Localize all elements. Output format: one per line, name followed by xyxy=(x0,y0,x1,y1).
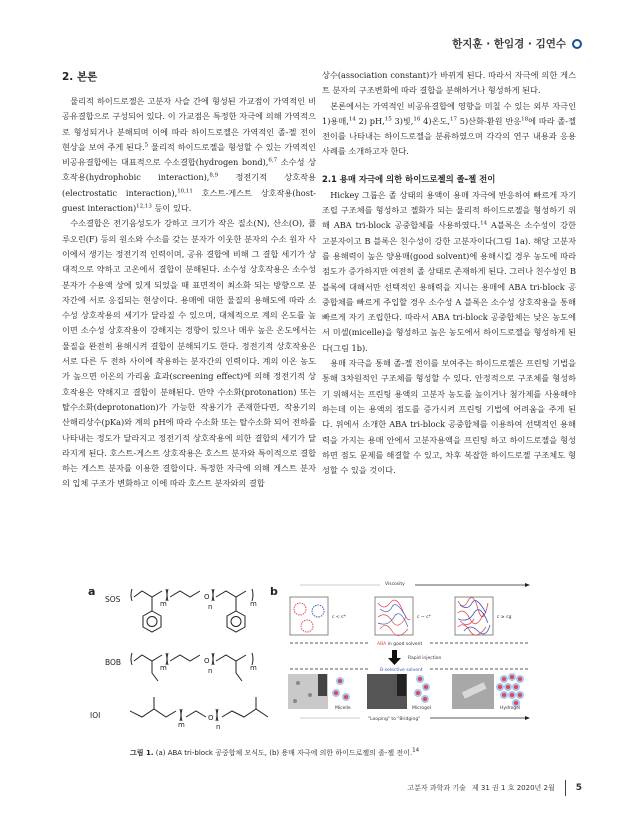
arrow-head-icon xyxy=(525,716,530,720)
hydrogel-particles xyxy=(496,673,524,707)
subscript-n: n xyxy=(208,667,213,675)
molecule-sos: SOS xyxy=(105,595,121,604)
subscript-m: m xyxy=(160,664,167,672)
left-column xyxy=(62,70,316,492)
oxygen-label: O xyxy=(204,593,210,601)
issue-info: 제 31 권 1 호 2020년 2월 xyxy=(471,784,555,792)
box-concentrated xyxy=(455,597,493,635)
chemical-structures xyxy=(130,589,270,734)
page-number: 5 xyxy=(575,783,582,793)
figure-caption xyxy=(130,748,419,758)
caption-label: 그림 1. xyxy=(130,749,154,757)
down-arrow-icon xyxy=(392,650,397,658)
caption-text: (a) ABA tri-block 공중합체 모식도, (b) 용매 자극에 의한 하이드로젤의 졸-젤 전이. xyxy=(153,749,413,757)
sos-backbone-a xyxy=(134,591,162,597)
paragraph: 용매 자극을 통해 졸-젤 전이를 보여주는 하이드로젤은 프린팅 기법을 통해 3차원적인 구조체를 형성할 수 있다. 안정적으로 구조체를 형성하기 위해서는 프린팅 용액의 고분자 농도를 높이거나 첨가제를 사용해야하는데 이는 용액의 점도를 증가시켜 프린팅 기법에 어려움을 주게 된다. 위에서 소개한 ABA tri-block 공중합체를 이용하여 선택적인 용해력을 가지는 용매 안에서 고분자용액을 프린팅 하고 하이드로젤을 형성하면 점도 문제를 해결할 수 있고, 차후 복잡한 하이드로젤 구조체도 형성할 수 있을 것이다. xyxy=(322,358,576,476)
oxygen-label: O xyxy=(204,657,210,665)
paragraph: 상수(association constant)가 바뀌게 된다. 따라서 자극에 의한 게스트 분자의 구조변화에 따라 결합을 분해하거나 형성하게 된다. xyxy=(322,70,576,96)
conc-label: c < c* xyxy=(332,615,346,620)
journal-name: 고분자 과학과 기술 xyxy=(407,784,466,792)
subscript-n: n xyxy=(216,723,221,731)
arrow-head-icon xyxy=(525,583,530,587)
subscript-m: m xyxy=(250,664,257,672)
circle-icon xyxy=(572,39,582,49)
paragraph: Hickey 그룹은 졸 상태의 용액이 용매 자극에 반응하여 빠르게 자기조립 구조체를 형성하고 젤화가 되는 물리적 하이드로젤을 형성하기 위해 ABA tri-block 공중합체를 사용하였다.$^{14}$ A블록은 소수성이 강한 고분자이고 B 블록은 친수성이 강한 고분자이다(그림 1a). 해당 고분자를 용해력이 높은 양용매(good solvent)에 용해시킬 경우 농도에 따라 점도가 증가하지만 여전히 졸 상태로 존재하게 된다. 그러나 친수성인 B블록에 대해서만 선택적인 용해력을 지니는 용매에 ABA tri-block 공중합체를 빠르게 주입할 경우 소수성 A 블록은 소수성 상호작용을 통해 빠르게 자기 조립한다. 따라서 ABA tri-block 공중합체는 낮은 농도에서 미셀(micelle)을 형성하고 높은 농도에서 하이드로젤을 형성하게 된다(그림 1b). xyxy=(322,189,577,353)
subscript-m: m xyxy=(250,600,257,608)
state-label: Microgel xyxy=(412,706,431,711)
microgel-particles xyxy=(414,675,430,703)
subscript-m: m xyxy=(160,600,167,608)
benzene-ring-icon xyxy=(227,611,245,632)
state-label: Hydrogel xyxy=(500,706,521,711)
rapid-injection-label: Rapid injection xyxy=(408,656,442,661)
panel-b-diagram xyxy=(280,583,560,733)
subscript-n: n xyxy=(208,603,213,611)
subsection-title: 2.1 용매 자극에 의한 하이드로젤의 졸-젤 전이 xyxy=(322,173,496,184)
looping-label: "Looping" to "Bridging" xyxy=(368,717,421,722)
section-title: 2. 본론 xyxy=(62,71,98,83)
paragraph: 본론에서는 가역적인 비공유결합에 영향을 미칠 수 있는 외부 자극인 1)용매,$^{14}$ 2) pH,$^{15}$ 3)빛,$^{16}$ 4)온도,$^{17}$ 5)산화-환원 반응$^{18}$에 따라 졸-젤 전이를 나타내는 하이드로젤을 분류하였으며 각각의 연구 내용과 응용 사례를 소개하고자 한다. xyxy=(322,100,576,157)
micelle-particles xyxy=(332,677,350,701)
right-column xyxy=(322,68,576,478)
subscript-m: m xyxy=(178,721,185,729)
paragraph: 물리적 하이드로젤은 고분자 사슬 간에 형성된 가교점이 가역적인 비공유결합으로 구성되어 있다. 이 가교점은 특정한 자극에 의해 가역적으로 형성되거나 분해되며 이에 따라 하이드로젤은 가역적인 졸-젤 전이 현상을 보여 주게 된다.$^5$ 물리적 하이드로젤을 형성할 수 있는 가역적인 비공유결합에는 대표적으로 수소결합(hydrogen bond),$^{6,7}$ 소수성 상호작용(hydrophobic interaction),$^{8,9}$ 정전기적 상호작용(electrostatic interaction),$^{10,11}$ 호스트-게스트 상호작용(host-guest interaction)$^{12,13}$ 등이 있다. xyxy=(62,96,317,214)
b-selective-label: B-selective solvent xyxy=(380,668,423,673)
figure-1 xyxy=(80,582,560,735)
panel-b-label: b xyxy=(270,585,278,598)
running-header xyxy=(452,36,582,51)
paragraph: 수소결합은 전기음성도가 강하고 크기가 작은 질소(N), 산소(O), 플루오린(F) 등의 원소와 수소를 갖는 분자가 이웃한 분자의 수소 원자 사이에서 생기는 정전기적 인력이며, 공유 결합에 비해 그 결합 세기가 상대적으로 약하고 고온에서 결합이 분해된다. 소수성 상호작용은 소수성 분자가 수용액 상에 있게 되었을 때 표면적이 최소화 되는 방향으로 분자간에 서로 응집되는 현상이다. 용매에 대한 물질의 용해도에 따라 소수성 상호작용의 세기가 달라질 수 있으며, 대체적으로 계의 온도를 높이면 소수성 상호작용이 강해지는 경향이 있으나 매우 높은 온도에서는 물질을 완전히 용해시켜 결합이 분해되기도 한다. 정전기적 상호작용은 서로 다른 두 전하 사이에 작용하는 분자간의 인력이다. 계의 이온 농도가 높으면 이온의 가리움 효과(screening effect)에 의해 정전기적 상호작용은 약해지고 결합이 분해된다. 만약 수소화(protonation) 또는 탈수소화(deprotonation)가 가능한 작용기가 존재한다면, 작용기의 산해리상수(pKa)와 계의 pH에 따라 수소화 또는 탈수소화 되어 전하를 나타내는 정도가 달라지고 정전기적 상호작용에 의한 결합의 세기가 달라지게 된다. 호스트-게스트 상호작용은 호스트 분자와 특이적으로 결합하는 게스트 분자를 이용한 결합이다. 특정한 자극에 의해 게스트 분자의 입체 구조가 변화하고 이에 따라 호스트 분자와의 결합 xyxy=(62,218,316,489)
caption-ref: 14 xyxy=(412,747,420,754)
conc-label: c ~ c* xyxy=(417,615,431,620)
footer-divider xyxy=(565,780,566,796)
box-dilute xyxy=(290,597,328,635)
state-label: Micelle xyxy=(335,706,351,711)
authors: 한지훈 · 한임경 · 김연수 xyxy=(452,38,566,50)
benzene-ring-icon xyxy=(143,611,161,632)
molecule-bob: BOB xyxy=(105,658,122,667)
molecule-ioi: IOI xyxy=(90,711,101,720)
viscosity-label: Viscosity xyxy=(385,582,405,587)
conc-label: c ≥ cg xyxy=(497,615,512,620)
oxygen-label: O xyxy=(208,714,214,722)
page-footer xyxy=(407,780,582,796)
panel-a-label: a xyxy=(88,585,96,598)
good-solvent-label: ABA in good solvent xyxy=(377,642,423,647)
